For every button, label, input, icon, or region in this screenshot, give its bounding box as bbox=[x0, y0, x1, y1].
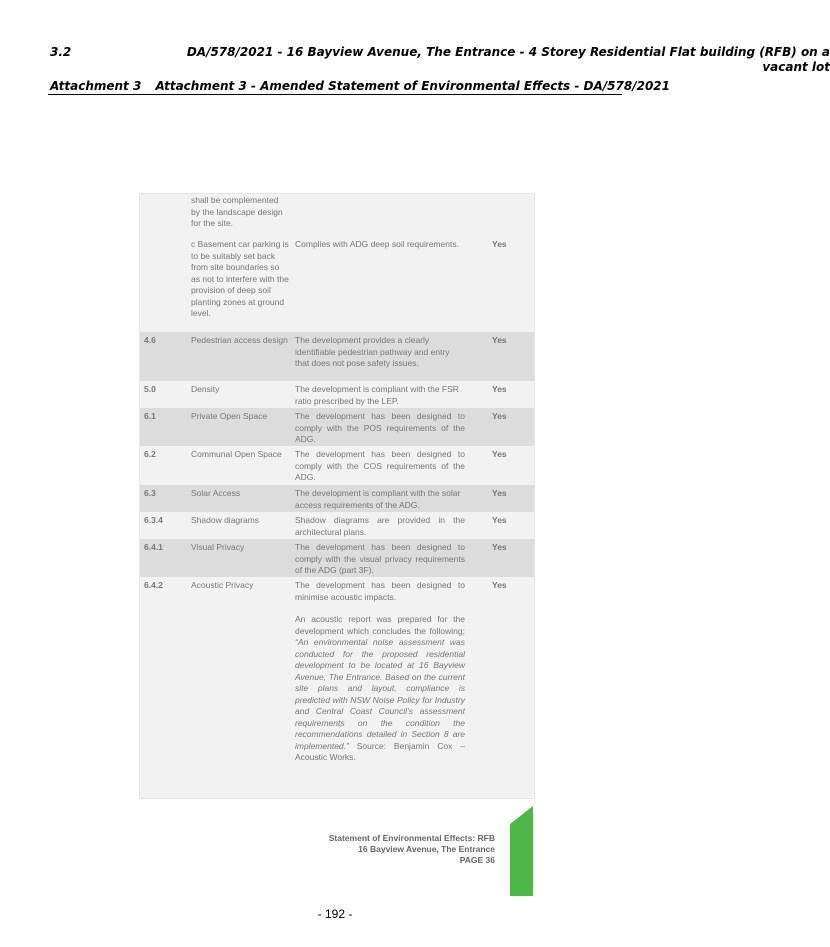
item-cell: Solar Access bbox=[191, 488, 241, 498]
section-cell: 6.4.1 bbox=[144, 542, 163, 552]
comment-cell: Complies with ADG deep soil requirements. bbox=[295, 239, 459, 249]
table-row bbox=[140, 408, 534, 446]
acoustic-intro: An acoustic report was prepared for the development which concludes the following; bbox=[295, 614, 465, 636]
table-row bbox=[140, 446, 534, 485]
comment-cell: The development has been designed to comply with the COS requirements of the ADG. bbox=[295, 449, 465, 482]
comment-cell: The development has been designed to comply with the visual privacy requirements of the ADG (part 3F). bbox=[295, 542, 465, 575]
acoustic-quote: “An environmental noise assessment was conducted for the proposed residential development to be located at 16 Bayview Avenue, The Entrance. Based on the current site plans and layout, compliance is predicted with NSW Noise Policy for Industry and Central Coast Council’s assessment requirements on the condition the recommendations detailed in Section 8 are implemented.” bbox=[295, 637, 465, 751]
document-title: DA/578/2021 - 16 Bayview Avenue, The Entrance - 4 Storey Residential Flat building (RFB) on a vacant lot bbox=[186, 45, 830, 74]
item-number: 3.2 bbox=[50, 45, 72, 59]
section-cell: 5.0 bbox=[144, 384, 156, 394]
footer-line-2: 16 Bayview Avenue, The Entrance bbox=[358, 844, 495, 854]
section-cell: 4.6 bbox=[144, 335, 156, 345]
section-cell: 6.3 bbox=[144, 488, 156, 498]
comment-cell: The development has been designed to comply with the POS requirements of the ADG. bbox=[295, 411, 465, 444]
item-cell: c Basement car parking is to be suitably set back from site boundaries so as not to interfere with the provision of deep soil planting zones at ground level. bbox=[191, 239, 289, 318]
table-row bbox=[140, 512, 534, 539]
footer-page-label: PAGE 36 bbox=[459, 855, 495, 865]
section-cell: 6.1 bbox=[144, 411, 156, 421]
table-row bbox=[140, 194, 534, 332]
header-divider bbox=[48, 94, 622, 95]
status-cell: Yes bbox=[492, 515, 507, 525]
acoustic-report-text bbox=[295, 614, 465, 764]
footer-line-1: Statement of Environmental Effects: RFB bbox=[328, 833, 495, 843]
item-cell: Density bbox=[191, 384, 220, 394]
item-cell: Private Open Space bbox=[191, 411, 268, 421]
status-cell: Yes bbox=[492, 488, 507, 498]
comment-cell: The development is compliant with the FSR ratio prescribed by the LEP. bbox=[295, 384, 459, 406]
comment-cell: The development has been designed to minimise acoustic impacts. bbox=[295, 580, 465, 602]
comment-cell: The development provides a clearly identifiable pedestrian pathway and entry that does not pose safety issues. bbox=[295, 335, 450, 368]
section-cell: 6.2 bbox=[144, 449, 156, 459]
status-cell: Yes bbox=[492, 239, 507, 249]
acoustic-source: Source: Benjamin Cox – Acoustic Works. bbox=[295, 740, 465, 762]
page-number: - 192 - bbox=[317, 907, 353, 921]
comment-cell: Shadow diagrams are provided in the architectural plans. bbox=[295, 515, 465, 537]
item-cell: Communal Open Space bbox=[191, 449, 282, 459]
table-row bbox=[140, 381, 534, 408]
status-cell: Yes bbox=[492, 384, 507, 394]
status-cell: Yes bbox=[492, 542, 507, 552]
item-cell: Acoustic Privacy bbox=[191, 580, 254, 590]
table-row bbox=[140, 577, 534, 798]
document-footer bbox=[300, 833, 495, 866]
status-cell: Yes bbox=[492, 411, 507, 421]
attachment-title: Attachment 3 - Amended Statement of Environmental Effects - DA/578/2021 bbox=[155, 79, 670, 93]
item-cell: Pedestrian access design bbox=[191, 335, 288, 345]
status-cell: Yes bbox=[492, 335, 507, 345]
status-cell: Yes bbox=[492, 449, 507, 459]
item-cell: Shadow diagrams bbox=[191, 515, 260, 525]
comment-cell: The development is compliant with the solar access requirements of the ADG. bbox=[295, 488, 461, 510]
attachment-label: Attachment 3 bbox=[50, 79, 142, 93]
section-cell: 6.3.4 bbox=[144, 515, 163, 525]
item-cell: Visual Privacy bbox=[191, 542, 245, 552]
table-row bbox=[140, 332, 534, 381]
table-row bbox=[140, 539, 534, 577]
status-cell: Yes bbox=[492, 580, 507, 590]
table-row bbox=[140, 485, 534, 512]
compliance-table bbox=[139, 193, 535, 799]
section-cell: 6.4.2 bbox=[144, 580, 163, 590]
green-page-tab bbox=[510, 806, 533, 896]
continued-item-text: shall be complemented by the landscape design for the site. bbox=[191, 195, 283, 228]
